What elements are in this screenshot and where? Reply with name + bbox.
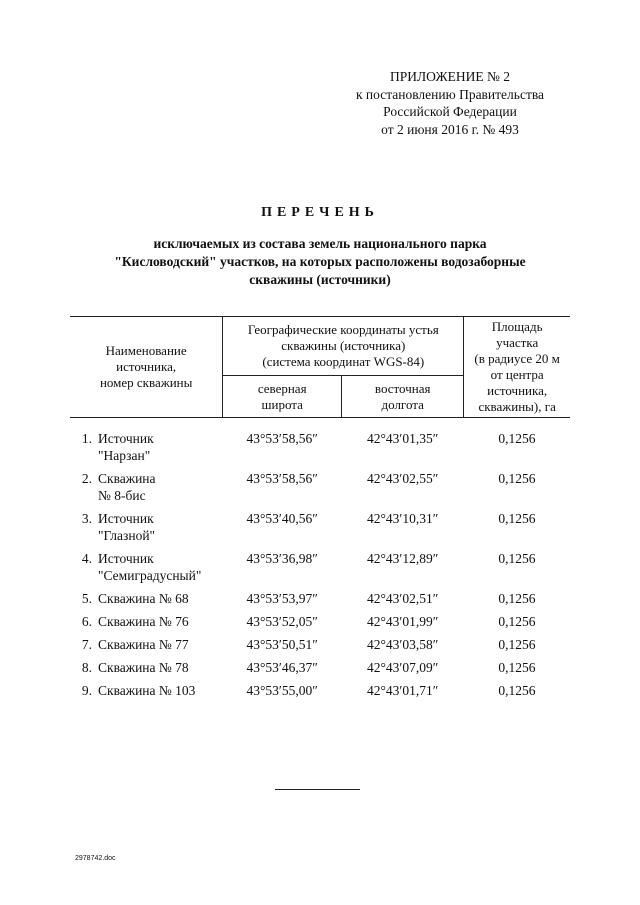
source-name: Скважина № 76 [98,614,189,629]
cell-longitude: 42°43′07,09″ [367,660,439,675]
cell-longitude: 42°43′03,58″ [367,637,439,652]
cell-area: 0,1256 [498,660,536,675]
cell-latitude: 43°53′46,37″ [246,660,318,675]
cell-latitude: 43°53′55,00″ [246,683,318,698]
source-name-line [70,682,223,699]
source-name: Скважина [98,471,156,486]
source-name-line [70,636,223,653]
source-name: Источник [98,511,154,526]
table-row [70,470,570,510]
header-coords-line: скважины (источника) [281,338,406,354]
cell-latitude: 43°53′40,56″ [246,511,318,526]
row-number: 2. [81,471,92,486]
table-row [70,590,570,613]
source-name: Скважина № 78 [98,660,189,675]
header-area [464,317,570,418]
subtitle-line-1: исключаемых из состава земель национального парка [153,236,487,251]
cell-area: 0,1256 [498,591,536,606]
cell-area: 0,1256 [498,614,536,629]
table-row [70,682,570,705]
wells-table [70,316,570,705]
table-row [70,550,570,590]
row-number: 1. [81,431,92,446]
appendix-authority: Российской Федерации [383,104,517,119]
table-row [70,613,570,636]
header-lat-line: широта [261,396,303,412]
source-name-line [70,470,223,487]
header-coords-line: (система координат WGS-84) [262,354,425,370]
source-name-line [70,510,223,527]
header-area-line: от центра [490,367,544,382]
cell-latitude: 43°53′52,05″ [246,614,318,629]
header-lon-line: долгота [381,396,424,412]
table-header-row [70,317,570,376]
row-number: 4. [81,551,92,566]
source-name: Источник [98,431,154,446]
appendix-resolution-ref: к постановлению Правительства [355,86,545,102]
header-lon-line: восточная [374,380,431,396]
source-name-line [70,613,223,630]
row-number: 5. [81,591,92,606]
header-area-line: скважины), га [478,399,556,414]
row-number: 3. [81,511,92,526]
cell-source-name [70,590,223,613]
cell-area: 0,1256 [498,511,536,526]
cell-longitude: 42°43′01,35″ [367,431,439,446]
cell-source-name [70,613,223,636]
row-number: 7. [81,637,92,652]
header-area-line: участка [496,335,539,350]
source-name-line [70,430,223,447]
cell-area: 0,1256 [498,471,536,486]
row-number: 6. [81,614,92,629]
source-name-continuation: № 8-бис [98,488,146,503]
appendix-date-number: от 2 июня 2016 г. № 493 [381,121,519,137]
cell-source-name [70,636,223,659]
file-identifier: 2978742.doc [75,855,116,862]
cell-source-name [70,682,223,705]
cell-latitude: 43°53′58,56″ [246,471,318,486]
header-name-line: Наименование [105,343,187,358]
cell-latitude: 43°53′58,56″ [246,431,318,446]
appendix-header [330,68,570,138]
cell-longitude: 42°43′12,89″ [367,551,439,566]
source-name: Скважина № 77 [98,637,189,652]
row-number: 9. [81,683,92,698]
source-name-continuation: "Семиградусный" [98,568,202,583]
cell-source-name [70,430,223,470]
cell-latitude: 43°53′50,51″ [246,637,318,652]
cell-longitude: 42°43′10,31″ [367,511,439,526]
source-name: Источник [98,551,154,566]
cell-source-name [70,470,223,510]
header-name-line: номер скважины [99,375,193,390]
cell-source-name [70,510,223,550]
table-row [70,510,570,550]
document-subtitle [90,235,550,289]
header-latitude [223,376,342,418]
header-area-line: источника, [487,383,548,398]
header-area-line: (в радиусе 20 м [474,351,560,366]
cell-area: 0,1256 [498,637,536,652]
source-name-continuation: "Глазной" [98,528,156,543]
source-name-line [70,590,223,607]
cell-area: 0,1256 [498,431,536,446]
source-name-continuation: "Нарзан" [98,448,151,463]
table-spacer [70,418,570,431]
document-title: ПЕРЕЧЕНЬ [261,205,379,220]
cell-longitude: 42°43′02,55″ [367,471,439,486]
subtitle-line-2: "Кисловодский" участков, на которых расположены водозаборные [114,254,526,269]
document-title-block [90,205,550,289]
table-row [70,430,570,470]
header-name-line: источника, [116,359,177,374]
header-longitude [342,376,464,418]
cell-area: 0,1256 [498,551,536,566]
cell-area: 0,1256 [498,683,536,698]
cell-source-name [70,550,223,590]
footer-divider [275,789,360,790]
cell-latitude: 43°53′53,97″ [246,591,318,606]
source-name: Скважина № 103 [98,683,196,698]
header-lat-line: северная [257,380,307,396]
header-name [70,317,223,418]
appendix-title: ПРИЛОЖЕНИЕ № 2 [389,69,511,84]
header-coords-line: Географические координаты устья [247,322,439,338]
table-body [70,418,570,706]
source-name-line [70,550,223,567]
header-area-line: Площадь [491,319,543,334]
cell-latitude: 43°53′36,98″ [246,551,318,566]
subtitle-line-3: скважины (источники) [249,272,391,287]
source-name-line [70,659,223,676]
row-number: 8. [81,660,92,675]
header-coordinates [223,317,464,376]
cell-longitude: 42°43′01,99″ [367,614,439,629]
cell-longitude: 42°43′01,71″ [367,683,439,698]
table-row [70,659,570,682]
cell-longitude: 42°43′02,51″ [367,591,439,606]
cell-source-name [70,659,223,682]
source-name: Скважина № 68 [98,591,189,606]
table-row [70,636,570,659]
